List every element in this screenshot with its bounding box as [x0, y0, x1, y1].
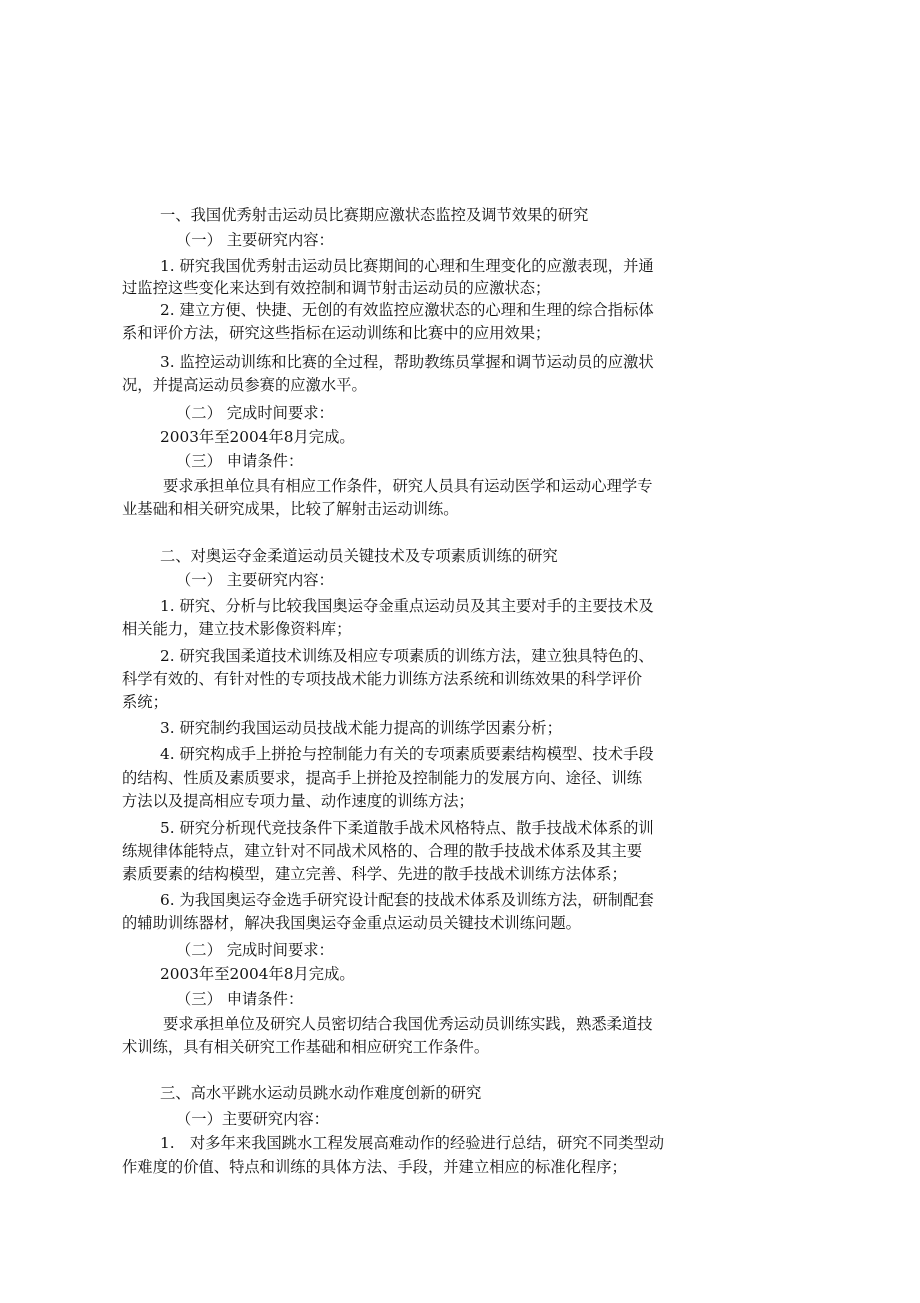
- section-1-item-1-line-2: 过监控这些变化来达到有效控制和调节射击运动员的应激状态；: [122, 279, 551, 297]
- section-2-item-1-line-2: 相关能力，建立技术影像资料库；: [122, 620, 352, 638]
- section-2-title: 二、对奥运夺金柔道运动员关键技术及专项素质训练的研究: [160, 547, 558, 565]
- section-3-title: 三、高水平跳水运动员跳水动作难度创新的研究: [160, 1084, 482, 1102]
- section-2-item-2-line-2: 科学有效的、有针对性的专项技战术能力训练方法系统和训练效果的科学评价: [122, 670, 643, 688]
- section-3-item-1-line-1: 1. 对多年来我国跳水工程发展高难动作的经验进行总结，研究不同类型动: [160, 1134, 665, 1152]
- section-1-cond-line-2: 业基础和相关研究成果，比较了解射击运动训练。: [122, 500, 459, 518]
- section-1-item-3-line-2: 况，并提高运动员参赛的应激水平。: [122, 376, 367, 394]
- section-2-item-5-line-2: 练规律体能特点，建立针对不同战术风格的、合理的散手技战术体系及其主要: [122, 842, 643, 860]
- section-2-cond-line-2: 术训练，具有相关研究工作基础和相应研究工作条件。: [122, 1038, 490, 1056]
- section-2-item-6-line-2: 的辅助训练器材，解决我国奥运夺金重点运动员关键技术训练问题。: [122, 914, 581, 932]
- section-2-item-2-line-3: 系统；: [122, 693, 168, 711]
- section-2-item-3-line-1: 3. 研究制约我国运动员技战术能力提高的训练学因素分析；: [160, 719, 562, 737]
- section-1-item-3-line-1: 3. 监控运动训练和比赛的全过程，帮助教练员掌握和调节运动员的应激状: [160, 353, 654, 371]
- section-2-item-6-line-1: 6. 为我国奥运夺金选手研究设计配套的技战术体系及训练方法，研制配套: [160, 891, 654, 909]
- section-1-item-2-line-2: 系和评价方法，研究这些指标在运动训练和比赛中的应用效果；: [122, 324, 551, 342]
- section-2-content-heading: （一） 主要研究内容：: [176, 571, 334, 589]
- section-2-item-1-line-1: 1. 研究、分析与比较我国奥运夺金重点运动员及其主要对手的主要技术及: [160, 597, 654, 615]
- section-1-title: 一、我国优秀射击运动员比赛期应激状态监控及调节效果的研究: [160, 206, 589, 224]
- section-2-cond-line-1: 要求承担单位及研究人员密切结合我国优秀运动员训练实践，熟悉柔道技: [163, 1015, 653, 1033]
- section-1-time-text: 2003年至2004年8月完成。: [160, 428, 355, 446]
- section-3-content-heading: （一）主要研究内容：: [176, 1110, 329, 1128]
- section-2-item-5-line-1: 5. 研究分析现代竞技条件下柔道散手战术风格特点、散手技战术体系的训: [160, 819, 654, 837]
- section-1-time-heading: （二） 完成时间要求：: [176, 404, 334, 422]
- section-2-item-4-line-1: 4. 研究构成手上拼抢与控制能力有关的专项素质要素结构模型、技术手段: [160, 745, 654, 763]
- section-1-item-1-line-1: 1. 研究我国优秀射击运动员比赛期间的心理和生理变化的应激表现，并通: [160, 257, 654, 275]
- section-2-cond-heading: （三） 申请条件：: [176, 990, 304, 1008]
- section-1-item-2-line-1: 2. 建立方便、快捷、无创的有效监控应激状态的心理和生理的综合指标体: [160, 301, 654, 319]
- section-1-cond-heading: （三） 申请条件：: [176, 452, 304, 470]
- section-2-item-4-line-2: 的结构、性质及素质要求，提高手上拼抢及控制能力的发展方向、途径、训练: [122, 769, 643, 787]
- section-1-cond-line-1: 要求承担单位具有相应工作条件，研究人员具有运动医学和运动心理学专: [163, 477, 653, 495]
- section-2-time-text: 2003年至2004年8月完成。: [160, 965, 355, 983]
- section-1-content-heading: （一） 主要研究内容：: [176, 231, 334, 249]
- section-3-item-1-line-2: 作难度的价值、特点和训练的具体方法、手段，并建立相应的标准化程序；: [122, 1158, 627, 1176]
- section-2-item-5-line-3: 素质要素的结构模型，建立完善、科学、先进的散手技战术训练方法体系；: [122, 865, 627, 883]
- section-2-time-heading: （二） 完成时间要求：: [176, 941, 334, 959]
- section-2-item-4-line-3: 方法以及提高相应专项力量、动作速度的训练方法；: [122, 792, 474, 810]
- section-2-item-2-line-1: 2. 研究我国柔道技术训练及相应专项素质的训练方法，建立独具特色的、: [160, 647, 654, 665]
